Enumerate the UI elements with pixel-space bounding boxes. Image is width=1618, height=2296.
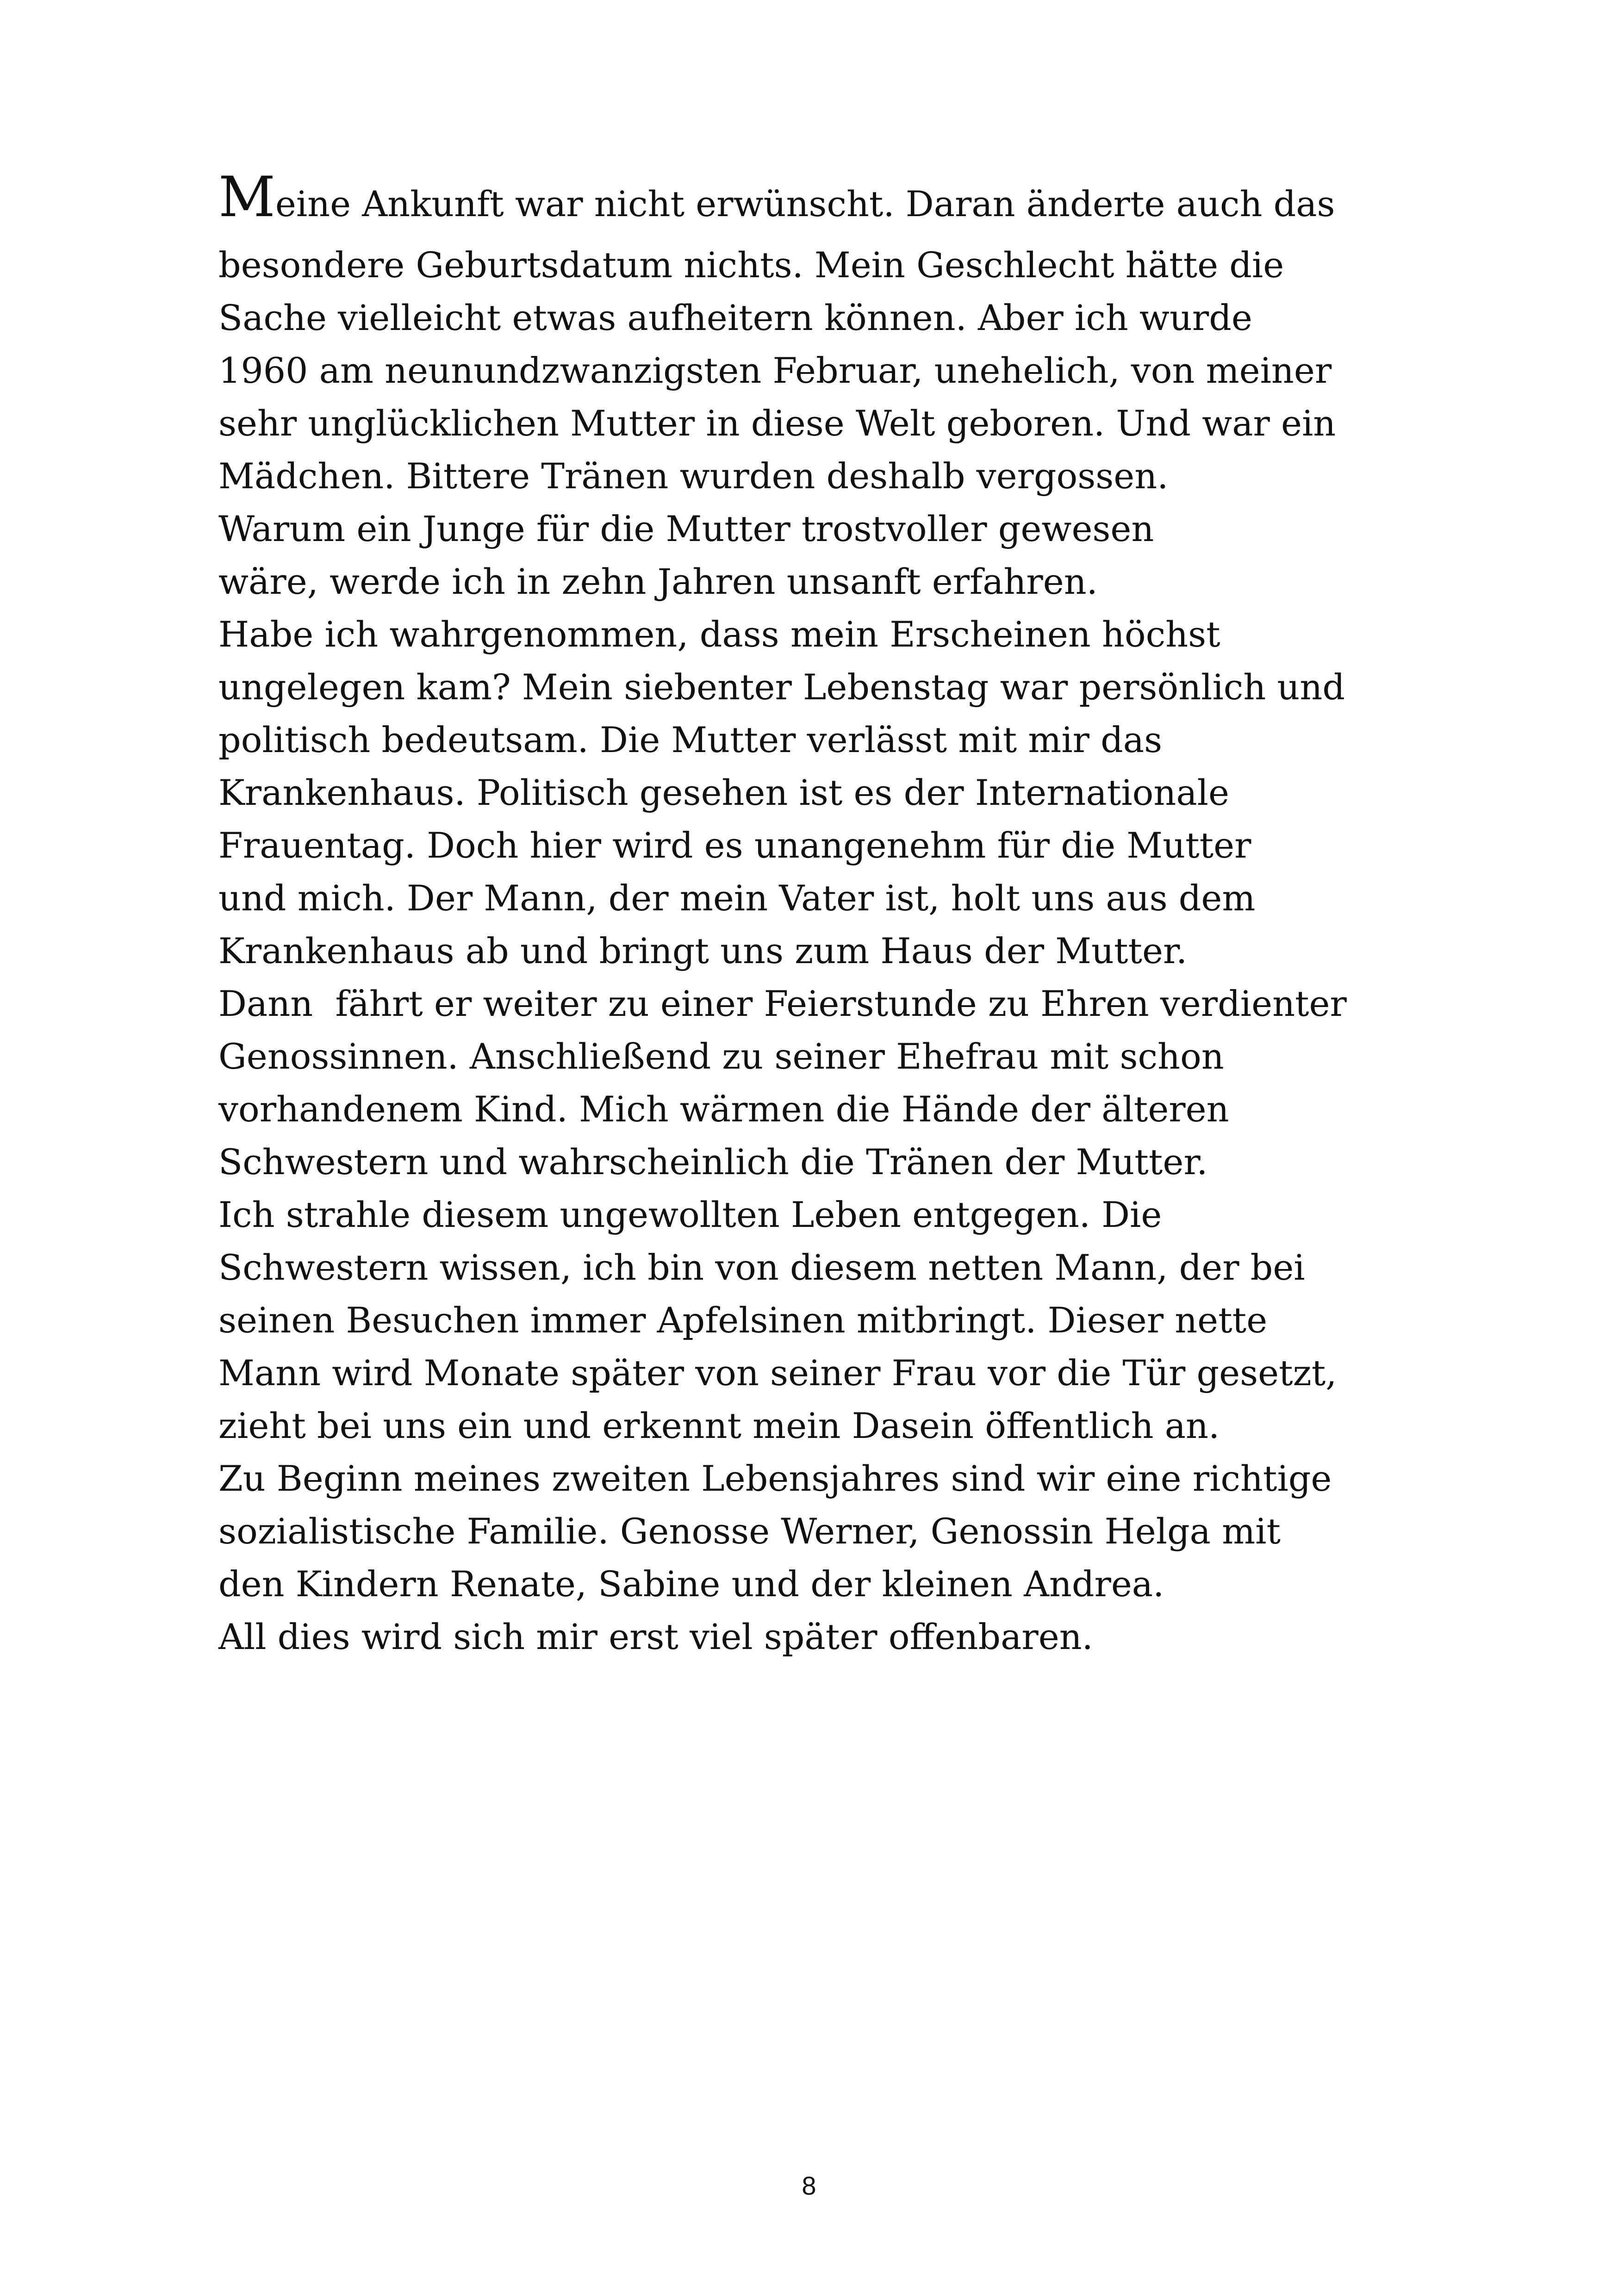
page-number: 8 <box>802 2171 816 2200</box>
text-line: Krankenhaus ab und bringt uns zum Haus der Mutter. <box>218 930 1188 971</box>
text-line: All dies wird sich mir erst viel später offenbaren. <box>218 1616 1093 1657</box>
text-line: und mich. Der Mann, der mein Vater ist, holt uns aus dem <box>218 877 1256 919</box>
text-line: ungelegen kam? Mein siebenter Lebenstag war persönlich und <box>218 666 1345 708</box>
text-line: sozialistische Familie. Genosse Werner, Genossin Helga mit <box>218 1511 1281 1552</box>
body-text <box>218 163 1468 1663</box>
text-line: den Kindern Renate, Sabine und der kleinen Andrea. <box>218 1563 1164 1605</box>
text-line: Ich strahle diesem ungewollten Leben entgegen. Die <box>218 1194 1162 1235</box>
text-line: sehr unglücklichen Mutter in diese Welt geboren. Und war ein <box>218 403 1336 444</box>
first-line-text: eine Ankunft war nicht erwünscht. Daran änderte auch das <box>275 183 1335 224</box>
initial-letter: M <box>218 165 275 230</box>
text-line: besondere Geburtsdatum nichts. Mein Geschlecht hätte die <box>218 244 1284 286</box>
text-line: Schwestern wissen, ich bin von diesem netten Mann, der bei <box>218 1247 1305 1288</box>
text-line: Genossinnen. Anschließend zu seiner Ehefrau mit schon <box>218 1036 1224 1077</box>
text-line <box>218 163 1468 239</box>
text-line: Mädchen. Bittere Tränen wurden deshalb vergossen. <box>218 455 1169 497</box>
text-line: Krankenhaus. Politisch gesehen ist es der Internationale <box>218 772 1229 813</box>
text-line: Mann wird Monate später von seiner Frau vor die Tür gesetzt, <box>218 1352 1337 1394</box>
text-line: Zu Beginn meines zweiten Lebensjahres sind wir eine richtige <box>218 1458 1332 1499</box>
text-line: vorhandenem Kind. Mich wärmen die Hände der älteren <box>218 1089 1229 1130</box>
text-line: zieht bei uns ein und erkennt mein Dasein öffentlich an. <box>218 1405 1220 1446</box>
text-line: 1960 am neunundzwanzigsten Februar, unehelich, von meiner <box>218 350 1332 391</box>
text-line: Sache vielleicht etwas aufheitern können. Aber ich wurde <box>218 297 1252 338</box>
text-line: Schwestern und wahrscheinlich die Tränen der Mutter. <box>218 1141 1208 1182</box>
text-line: Warum ein Junge für die Mutter trostvoller gewesen <box>218 508 1154 549</box>
text-line: seinen Besuchen immer Apfelsinen mitbringt. Dieser nette <box>218 1300 1268 1341</box>
text-line: politisch bedeutsam. Die Mutter verlässt mit mir das <box>218 719 1163 760</box>
text-line: Habe ich wahrgenommen, dass mein Erscheinen höchst <box>218 614 1220 655</box>
text-line: Dann fährt er weiter zu einer Feierstunde zu Ehren verdienter <box>218 983 1347 1024</box>
text-line: Frauentag. Doch hier wird es unangenehm für die Mutter <box>218 825 1251 866</box>
text-line: wäre, werde ich in zehn Jahren unsanft erfahren. <box>218 561 1098 602</box>
